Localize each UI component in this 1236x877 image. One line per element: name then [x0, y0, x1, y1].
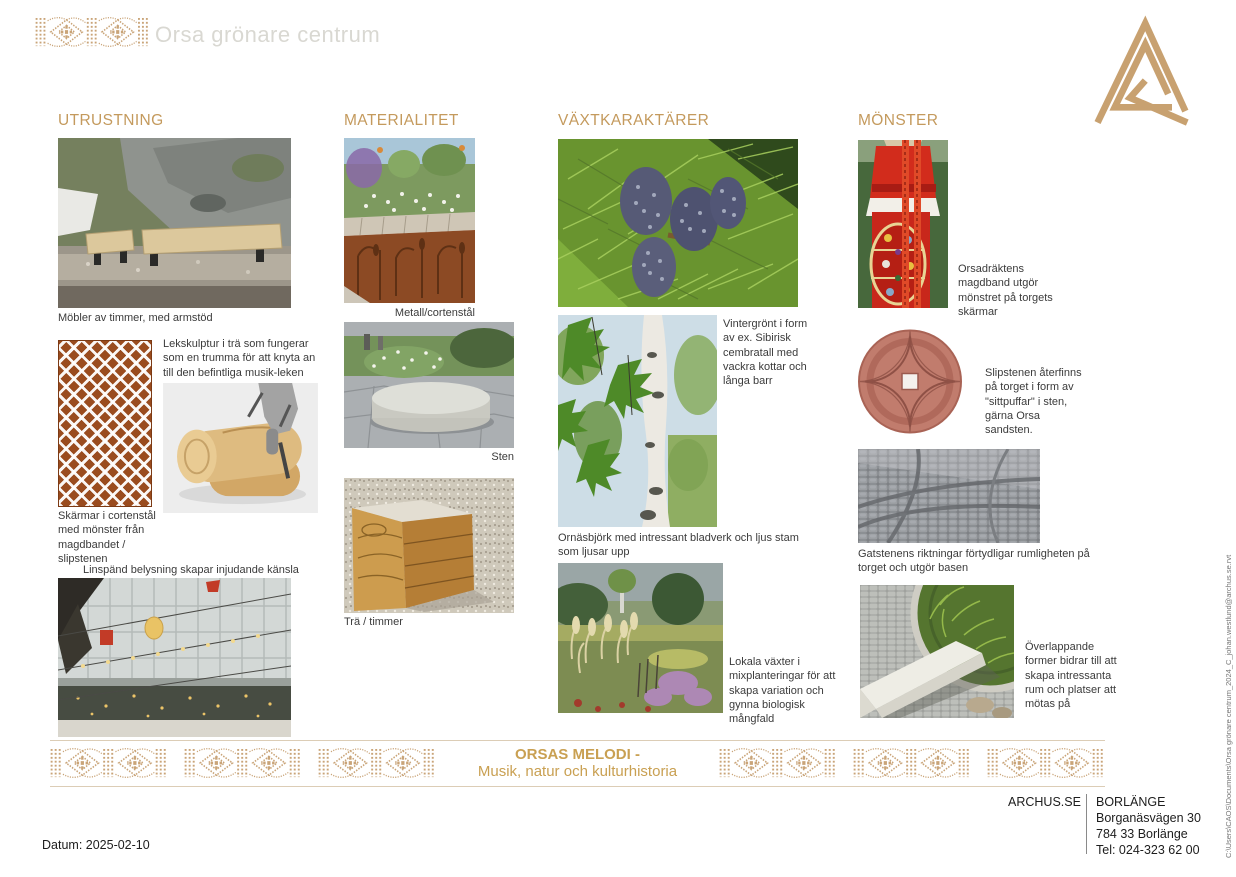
photo-stone-circle-bench — [344, 322, 514, 448]
banner-title: ORSAS MELODI - — [514, 745, 640, 763]
banner-rule-top — [50, 740, 1105, 741]
weave-pattern — [719, 748, 837, 778]
text-lekskulptur: Lekskulptur i trä som fungerar som en trumma för att knyta an till den befintliga musik-leken — [163, 338, 316, 379]
photo-ornas-birch — [558, 315, 717, 527]
banner-rule-bottom — [50, 786, 1105, 787]
caption-gatsten: Gatstenens riktningar förtydligar rumligheten på torget och utgör basen — [858, 548, 1090, 575]
banner-text — [451, 746, 703, 781]
weave-pattern — [184, 748, 302, 778]
banner-band — [50, 744, 1105, 782]
address-line1: Borganäsvägen 30 — [1096, 811, 1201, 825]
file-path-sidebar: C:\Users\CAOS\Documents\Orsa grönare centrum_2024_C_johan.westlund@archus.se.rvt — [1224, 554, 1233, 858]
photo-cobblestone — [858, 449, 1040, 543]
banner-subtitle: Musik, natur och kulturhistoria — [477, 763, 678, 780]
phone: Tel: 024-323 62 00 — [1096, 843, 1200, 857]
text-vintergront: Vintergrönt i form av ex. Sibirisk cembratall med vackra kottar och långa barr — [723, 318, 808, 388]
date-label: Datum: 2025-02-10 — [42, 838, 150, 852]
header-weave-pattern — [35, 17, 150, 47]
caption-sten: Sten — [491, 451, 514, 463]
photo-log-drum — [163, 383, 318, 513]
weave-pattern — [987, 748, 1105, 778]
photo-overlapping-forms — [860, 585, 1014, 718]
heading-materialitet: MATERIALITET — [344, 112, 459, 129]
text-slipstenen: Slipstenen återfinns på torget i form av "sittpuffar" i sten, gärna Orsa sandsten. — [985, 367, 1082, 437]
footer-divider — [1086, 794, 1087, 854]
photo-corten-planter — [344, 138, 475, 303]
caption-tra: Trä / timmer — [344, 616, 403, 628]
archus-logo-icon — [1088, 12, 1193, 132]
heading-monster: MÖNSTER — [858, 112, 939, 129]
photo-folk-costume — [858, 140, 948, 308]
photo-string-lights — [58, 578, 291, 737]
photo-corten-screen — [58, 340, 152, 507]
photo-pine-cones — [558, 138, 798, 308]
address-line2: 784 33 Borlänge — [1096, 827, 1188, 841]
caption-ornasbjork: Ornäsbjörk med intressant bladverk och ljus stam som ljusar upp — [558, 532, 799, 559]
text-orsadrakten: Orsadräktens magdband utgör mönstret på torgets skärmar — [958, 263, 1053, 318]
photo-meadow-planting — [558, 563, 723, 713]
slipsten-graphic — [858, 328, 962, 435]
caption-belysning: Linspänd belysning skapar injudande känsla — [83, 564, 299, 576]
weave-pattern — [50, 748, 168, 778]
heading-vaxtkaraktarer: VÄXTKARAKTÄRER — [558, 112, 710, 129]
heading-utrustning: UTRUSTNING — [58, 112, 164, 129]
photo-timber-block — [344, 478, 514, 613]
photo-timber-benches — [58, 138, 291, 308]
office-city: BORLÄNGE — [1096, 795, 1166, 809]
caption-metall: Metall/cortenstål — [394, 307, 475, 319]
website-label: ARCHUS.SE — [1008, 795, 1081, 809]
text-lokala-vaxter: Lokala växter i mixplanteringar för att skapa variation och gynna biologisk mångfald — [729, 656, 836, 726]
caption-mobler: Möbler av timmer, med armstöd — [58, 312, 213, 324]
page-title: Orsa grönare centrum — [155, 22, 381, 47]
weave-pattern — [853, 748, 971, 778]
weave-pattern — [318, 748, 436, 778]
office-address — [1096, 794, 1201, 858]
text-overlappande: Överlappande former bidrar till att skapa intressanta rum och platser att mötas på — [1025, 641, 1117, 711]
caption-skarmar: Skärmar i cortenstål med mönster från magdbandet / slipstenen — [58, 510, 156, 565]
